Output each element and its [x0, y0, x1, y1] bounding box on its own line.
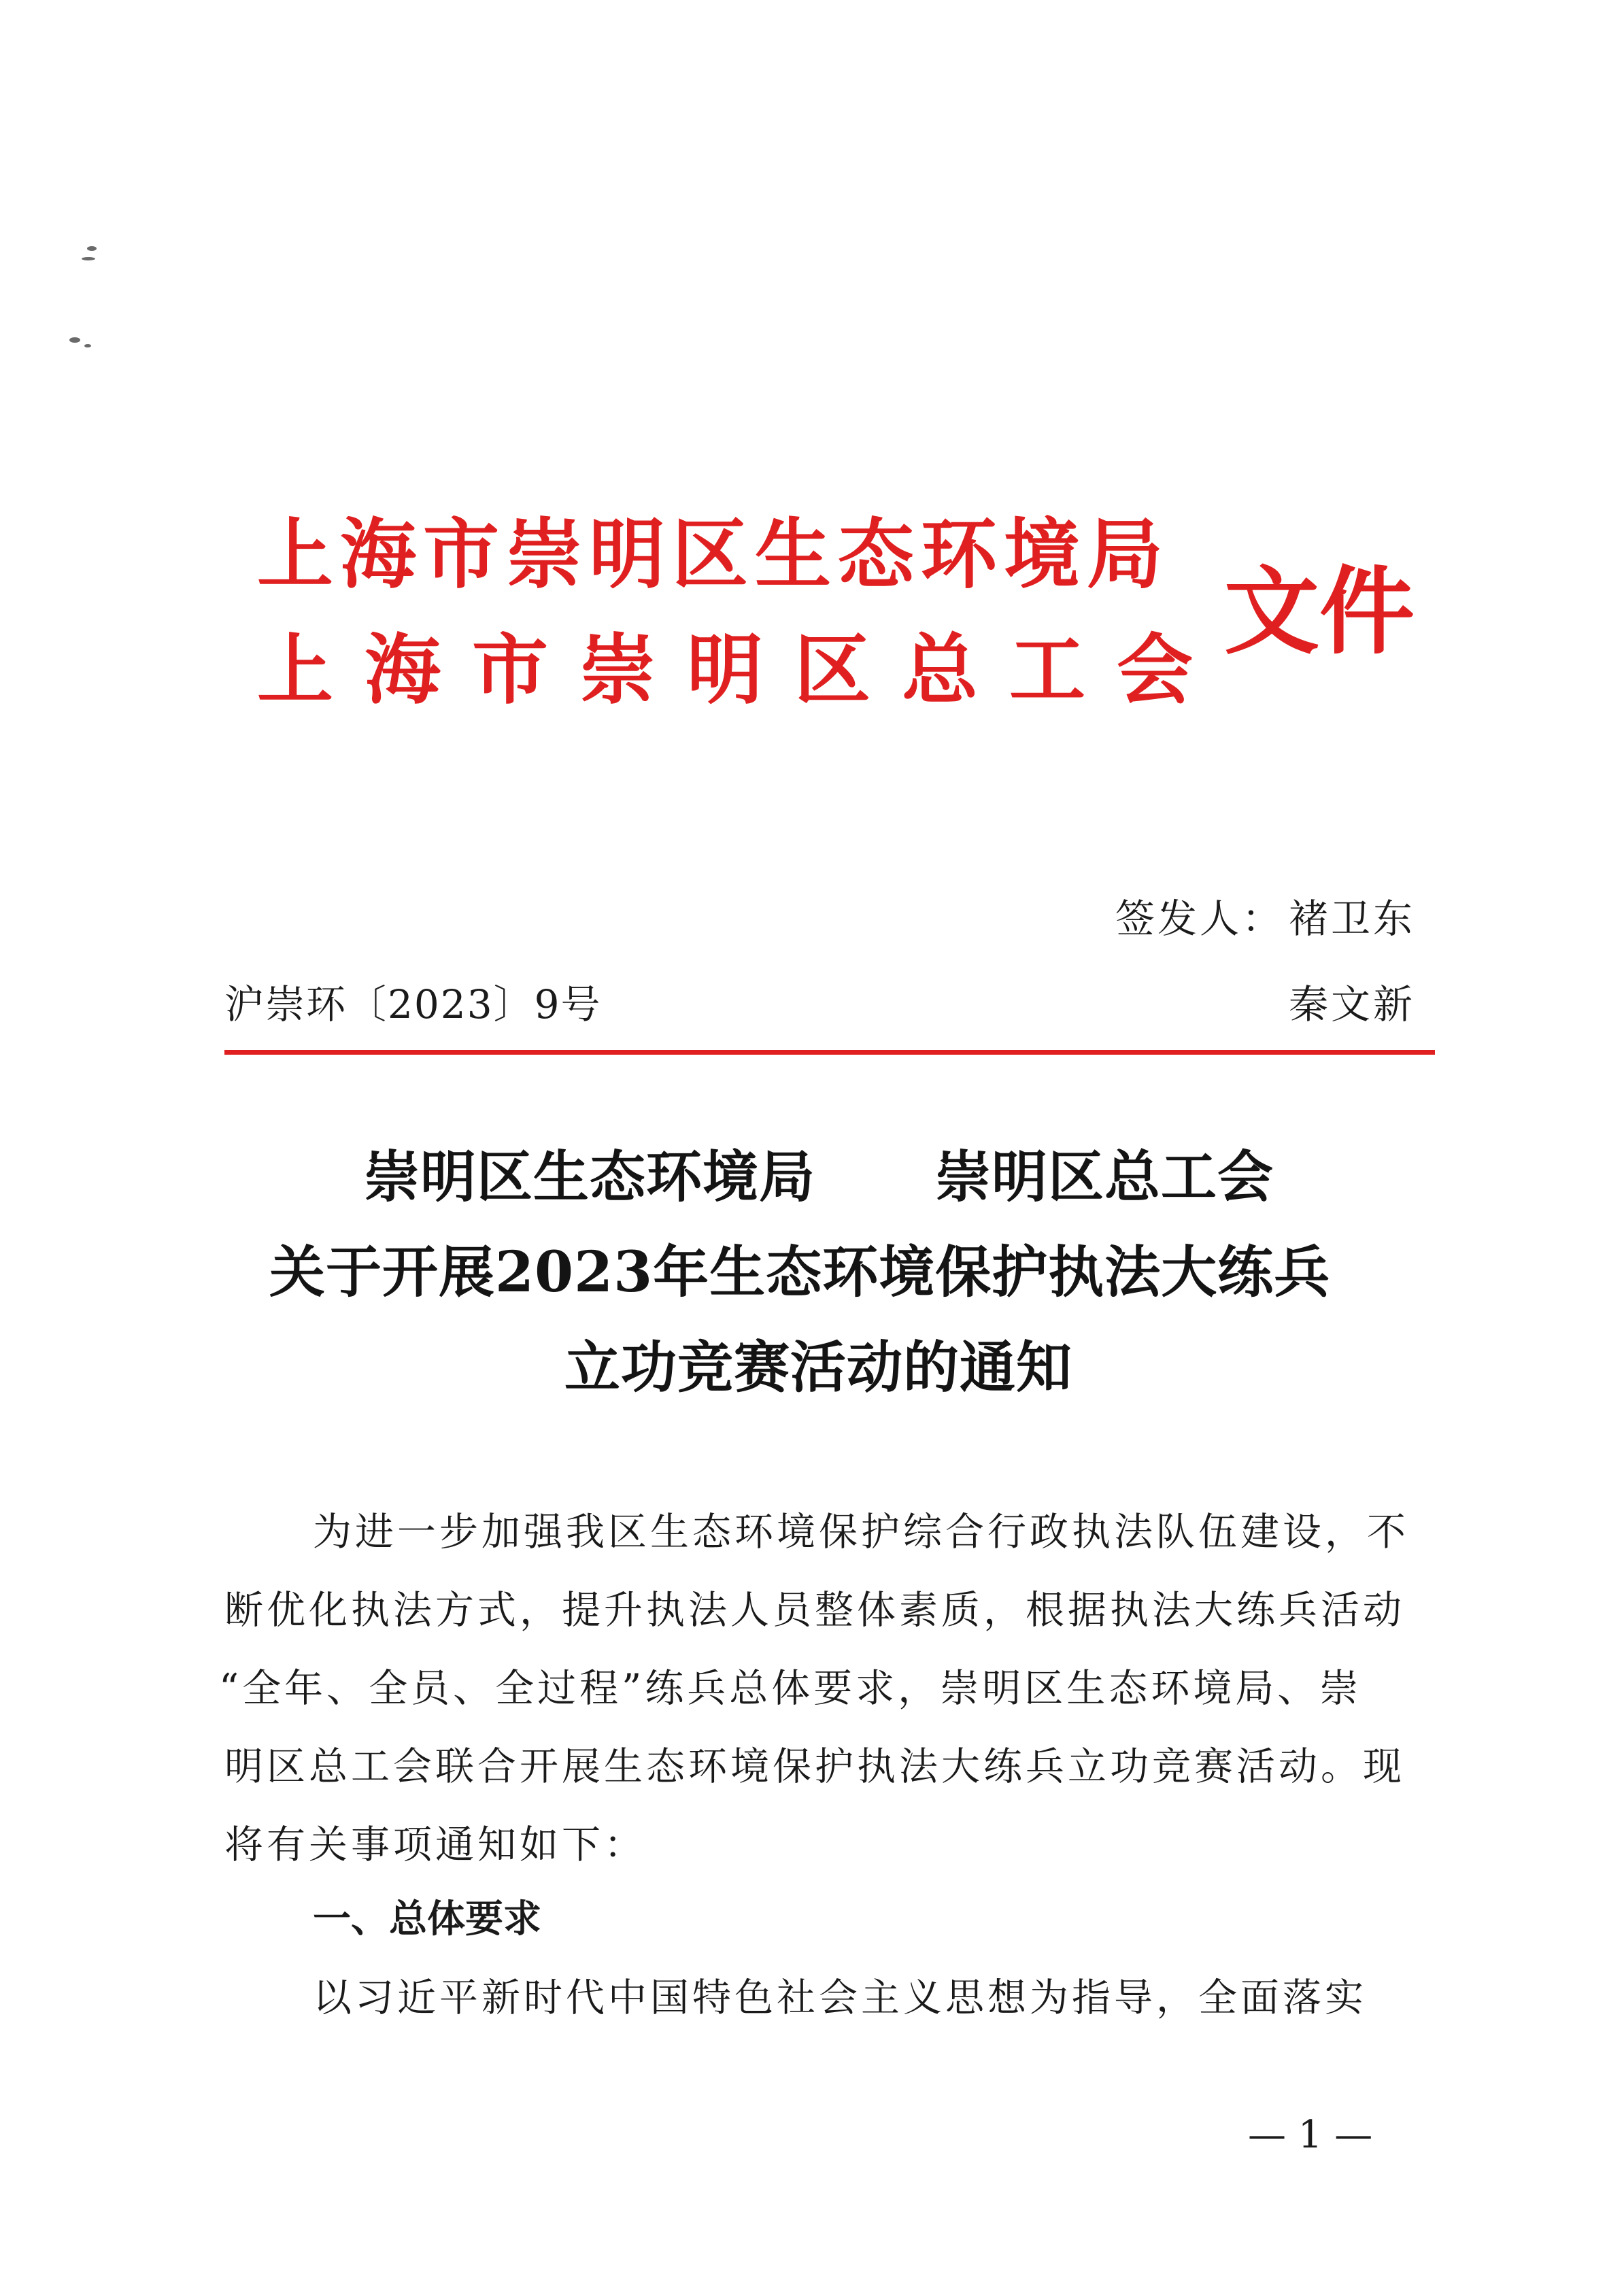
title-line-3: 立功竞赛活动的通知: [564, 1335, 1073, 1400]
masthead-line-1: 上海市崇明区生态环境局: [257, 510, 1170, 599]
masthead-suffix: 文件: [1224, 556, 1415, 668]
section-heading: 一、总体要求: [313, 1897, 541, 1941]
title-line-2: 关于开展2023年生态环境保护执法大练兵: [269, 1240, 1331, 1305]
body-line: 以习近平新时代中国特色社会主义思想为指导，全面落实: [313, 1975, 1367, 2020]
body-line: 明区总工会联合开展生态环境保护执法大练兵立功竞赛活动。现: [224, 1744, 1405, 1789]
title-issuer-2: 崇明区总工会: [935, 1144, 1274, 1210]
signer-name-2: 秦文新: [1289, 981, 1416, 1027]
masthead-line-2: 上海市崇明区总工会: [257, 626, 1224, 715]
body-line: 断优化执法方式，提升执法人员整体素质，根据执法大练兵活动: [224, 1588, 1405, 1633]
red-divider: [224, 1050, 1435, 1055]
document-number: 沪崇环〔2023〕9号: [224, 981, 602, 1027]
page-number: — 1 —: [1248, 2113, 1373, 2157]
scan-speck: [87, 246, 97, 251]
signer-label: 签发人：: [1115, 896, 1285, 942]
signer-name-1: 褚卫东: [1289, 896, 1416, 942]
scan-speck: [69, 337, 80, 343]
body-line: 将有关事项通知如下：: [224, 1822, 646, 1867]
title-issuer-1: 崇明区生态环境局: [364, 1144, 816, 1210]
scan-speck: [84, 344, 91, 347]
scan-speck: [82, 257, 95, 260]
body-line: 为进一步加强我区生态环境保护综合行政执法队伍建设，不: [313, 1510, 1409, 1555]
body-line: “全年、全员、全过程”练兵总体要求，崇明区生态环境局、崇: [219, 1666, 1362, 1711]
